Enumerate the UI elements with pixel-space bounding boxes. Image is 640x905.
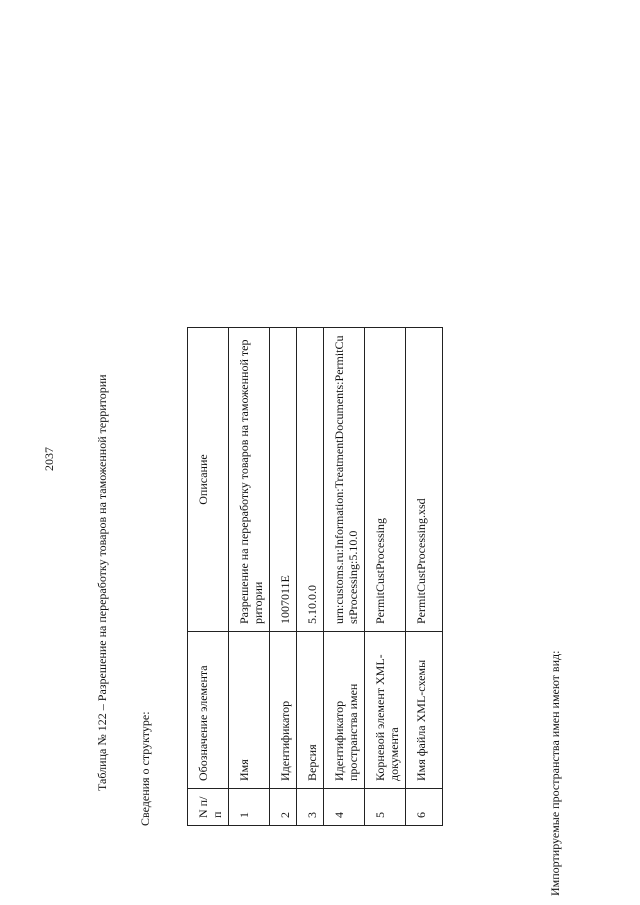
row-element: Корневой элемент XML-документа bbox=[365, 632, 406, 789]
header-number: N п/п bbox=[188, 789, 229, 826]
table-row bbox=[297, 328, 324, 826]
table-row bbox=[270, 328, 297, 826]
row-description: urn:customs.ru:Information:TreatmentDocuments:PermitCustProcessing:5.10.0 bbox=[324, 328, 365, 632]
row-number: 6 bbox=[406, 789, 443, 826]
row-description: PermitCustProcessing.xsd bbox=[406, 328, 443, 632]
table-row bbox=[365, 328, 406, 826]
structure-label: Сведения о структуре: bbox=[138, 711, 152, 826]
table-row bbox=[406, 328, 443, 826]
header-description: Описание bbox=[188, 328, 229, 632]
page-number: 2037 bbox=[42, 447, 56, 471]
row-element: Имя файла XML-схемы bbox=[406, 632, 443, 789]
row-description: 1007011E bbox=[270, 328, 297, 632]
row-element: Идентификатор bbox=[270, 632, 297, 789]
row-description: PermitCustProcessing bbox=[365, 328, 406, 632]
namespaces-label: Импортируемые пространства имен имеют вид: bbox=[548, 650, 562, 896]
structure-table bbox=[187, 327, 443, 826]
row-element: Идентификатор пространства имен bbox=[324, 632, 365, 789]
row-number: 5 bbox=[365, 789, 406, 826]
row-description: Разрешение на переработку товаров на таможенной территории bbox=[229, 328, 270, 632]
row-description: 5.10.0.0 bbox=[297, 328, 324, 632]
row-number: 4 bbox=[324, 789, 365, 826]
table-row bbox=[229, 328, 270, 826]
row-element: Версия bbox=[297, 632, 324, 789]
row-element: Имя bbox=[229, 632, 270, 789]
table-row bbox=[324, 328, 365, 826]
row-number: 1 bbox=[229, 789, 270, 826]
table-caption: Таблица № 122 – Разрешение на переработку товаров на таможенной территории bbox=[95, 374, 109, 791]
row-number: 2 bbox=[270, 789, 297, 826]
header-element: Обозначение элемента bbox=[188, 632, 229, 789]
table-header-row bbox=[188, 328, 229, 826]
row-number: 3 bbox=[297, 789, 324, 826]
